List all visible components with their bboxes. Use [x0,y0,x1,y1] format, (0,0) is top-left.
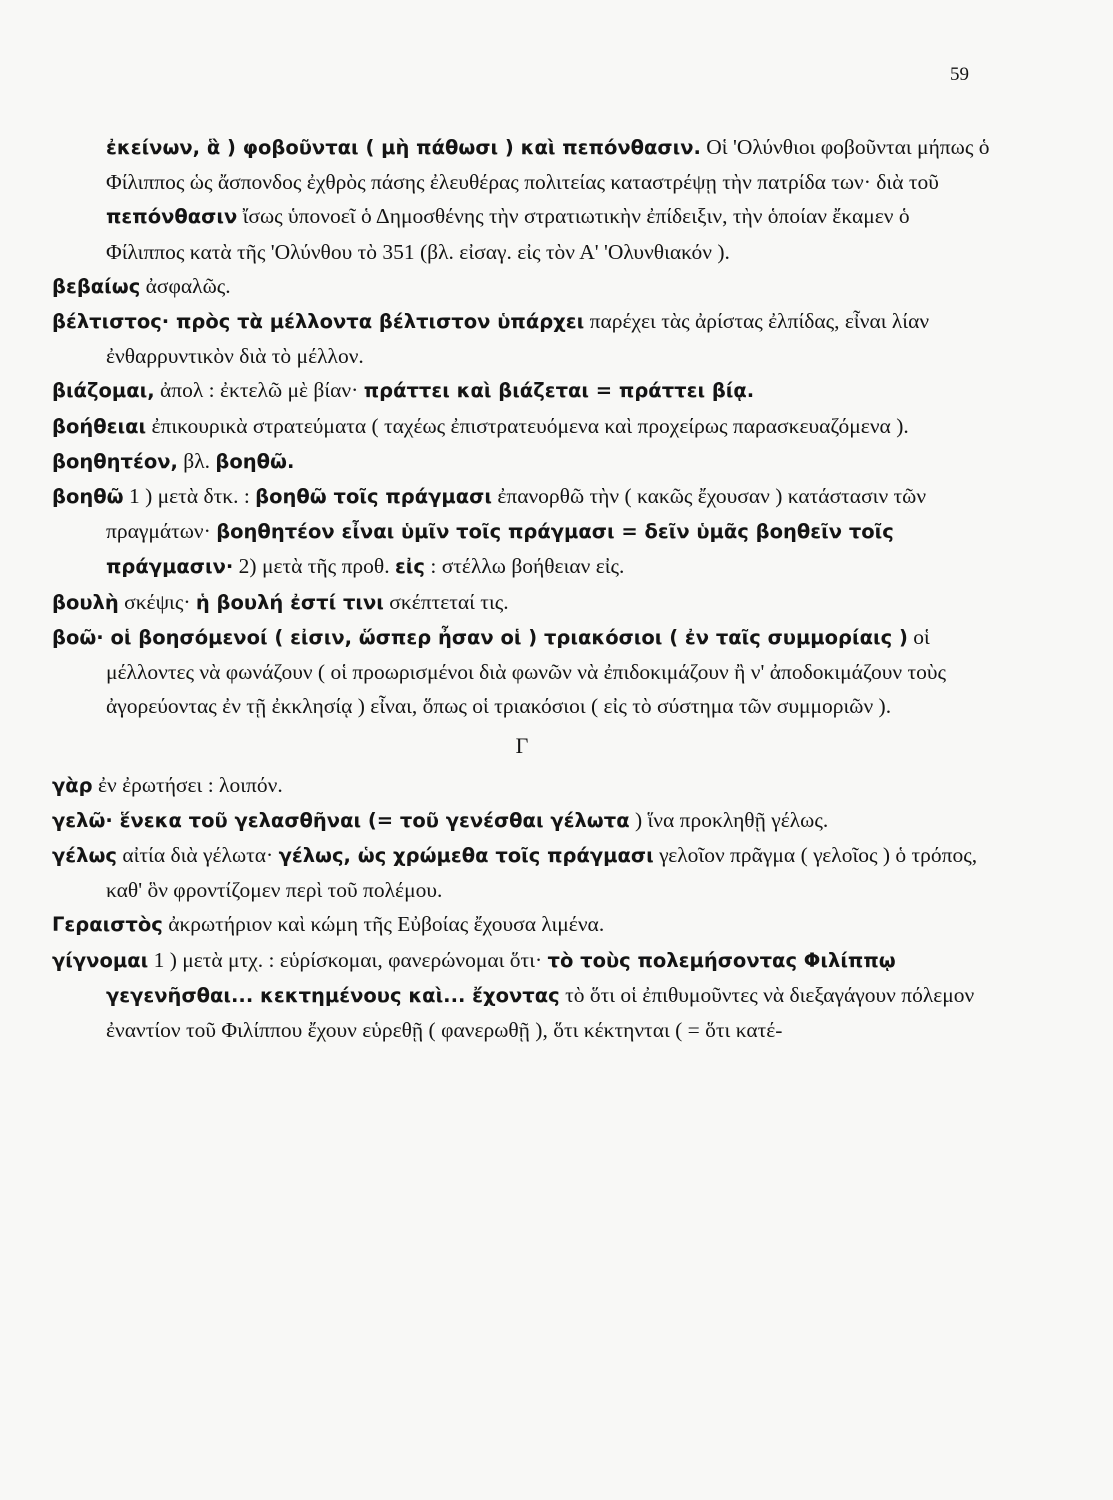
entry-text: παρέχει τὰς ἀρίστας ἐλπίδας, εἶναι λίαν ἐνθαρρυντικὸν διὰ τὸ μέλλον. [106,309,930,369]
entry-headword: ἐκείνων, ἃ ) φοβοῦνται ( μὴ πάθωσι ) καὶ πεπόνθασιν. [106,136,701,159]
entry-text: 1 ) μετὰ δτκ. : [123,484,256,509]
entry-text: ἀσφαλῶς. [140,273,231,298]
entry-headword: γέλως [52,844,117,868]
entry-text: ἐν ἐρωτήσει : λοιπόν. [92,772,283,797]
entry-headword: τὸ τοὺς πολεμήσοντας Φιλίππῳ γεγενῆσθαι... κεκτημένους καὶ... ἔχοντας [106,948,896,1007]
glossary-entry [52,620,992,724]
glossary-entry [52,130,992,269]
entry-headword: βοηθῶ τοῖς πράγμασι [255,485,492,509]
entry-text: : στέλλω βοήθειαν εἰς. [424,554,625,579]
entry-headword: βοηθητέον εἶναι ὑμῖν τοῖς πράγμασι = δεῖν ὑμᾶς βοηθεῖν τοῖς πράγμασιν· [106,520,894,579]
entry-headword: βεβαίως [52,274,141,298]
glossary-entry [52,444,992,479]
entry-text: Οἱ 'Ολύνθιοι φοβοῦνται μήπως ὁ Φίλιππος ὡς ἄσπονδος ἐχθρὸς πάσης ἐλευθέρας πολιτείας καταστρέψῃ τὴν πατρίδα των· διὰ τοῦ [106,135,990,195]
entry-headword: πράττει καὶ βιάζεται = πράττει βίᾳ. [363,379,755,403]
entry-text: ἴσως ὑπονοεῖ ὁ Δημοσθένης τὴν στρατιωτικὴν ἐπίδειξιν, τὴν ὁποίαν ἔκαμεν ὁ Φίλιππος κατὰ τῆς 'Ολύνθου τὸ 351 (βλ. εἰσαγ. εἰς τὸν Α' 'Ολυνθιακόν ). [106,204,910,264]
entry-text: βλ. [177,448,216,473]
entry-headword: γελῶ· ἕνεκα τοῦ γελασθῆναι (= τοῦ γενέσθαι γέλωτα [52,808,630,832]
entry-headword: πεπόνθασιν [106,205,238,229]
entry-text: 2) μετὰ τῆς προθ. [233,554,395,579]
entry-headword: γίγνομαι [52,948,149,972]
entry-headword: ἡ βουλή ἐστί τινι [195,590,384,614]
entry-text: ἐπικουρικὰ στρατεύματα ( ταχέως ἐπιστρατευόμενα καὶ προχείρως παρασκευαζόμενα ). [146,413,909,438]
entry-text: γελοῖον πρᾶγμα ( γελοῖος ) ὁ τρόπος, καθ' ὃν φροντίζομεν περὶ τοῦ πολέμου. [106,843,978,903]
entry-text: σκέψις· [118,589,196,614]
entry-headword: εἰς [394,555,425,579]
entry-headword: βοηθῶ. [215,449,295,473]
entry-headword: βιάζομαι, [52,379,155,403]
section-letter: Γ [515,733,529,759]
glossary-entry [52,585,992,620]
entry-text: ἀπολ : ἐκτελῶ μὲ βίαν· [154,378,364,403]
entry-text: ) ἵνα προκληθῇ γέλως. [629,807,829,832]
glossary-entry [52,479,992,585]
entry-text: σκέπτεταί τις. [383,589,509,614]
glossary-entry [52,304,992,373]
glossary-entry [52,838,992,907]
entry-headword: γὰρ [52,773,93,797]
entry-headword: βοῶ· οἱ βοησόμενοί ( εἰσιν, ὥσπερ ἦσαν οἱ ) τριακόσιοι ( ἐν ταῖς συμμορίαις ) [52,625,908,649]
entry-text: οἱ μέλλοντες νὰ φωνάζουν ( οἱ προωρισμένοι διὰ φωνῶν νὰ ἐπιδοκιμάζουν ἢ ν' ἀποδοκιμάζουν τοὺς ἀγορεύοντας ἐν τῇ ἐκκλησίᾳ ) εἶναι, ὅπως οἱ τριακόσιοι ( εἰς τὸ σύστημα τῶν συμμοριῶν ). [106,624,947,719]
glossary-entry [52,943,992,1048]
entry-headword: βοηθητέον, [52,449,178,473]
entry-headword: βουλὴ [52,590,119,614]
page-number: 59 [950,64,969,85]
glossary-entry [52,768,992,803]
glossary-column [52,130,992,1047]
entry-text: 1 ) μετὰ μτχ. : εὑρίσκομαι, φανερώνομαι ὅτι· [148,947,548,972]
entry-text: τὸ ὅτι οἱ ἐπιθυμοῦντες νὰ διεξαγάγουν πόλεμον ἐναντίον τοῦ Φιλίππου ἔχουν εὑρεθῇ ( φανερωθῇ ), ὅτι κέκτηνται ( = ὅτι κατέ- [106,982,975,1043]
glossary-entry [52,409,992,444]
glossary-entry [52,907,992,942]
entry-text: ἀκρωτήριον καὶ κώμη τῆς Εὐβοίας ἔχουσα λιμένα. [162,912,605,937]
entry-headword: Γεραιστὸς [52,913,163,937]
entry-headword: βοηθῶ [52,485,124,509]
entry-headword: βέλτιστος· πρὸς τὰ μέλλοντα βέλτιστον ὑπάρχει [52,310,585,334]
glossary-entry [52,269,992,304]
entry-headword: γέλως, ὡς χρώμεθα τοῖς πράγμασι [278,844,654,868]
glossary-entry [52,373,992,408]
glossary-entry [52,803,992,838]
entry-text: ἐπανορθῶ τὴν ( κακῶς ἔχουσαν ) κατάστασιν τῶν πραγμάτων· [106,484,927,544]
entry-text: αἰτία διὰ γέλωτα· [116,843,279,868]
entry-headword: βοήθειαι [52,414,147,438]
